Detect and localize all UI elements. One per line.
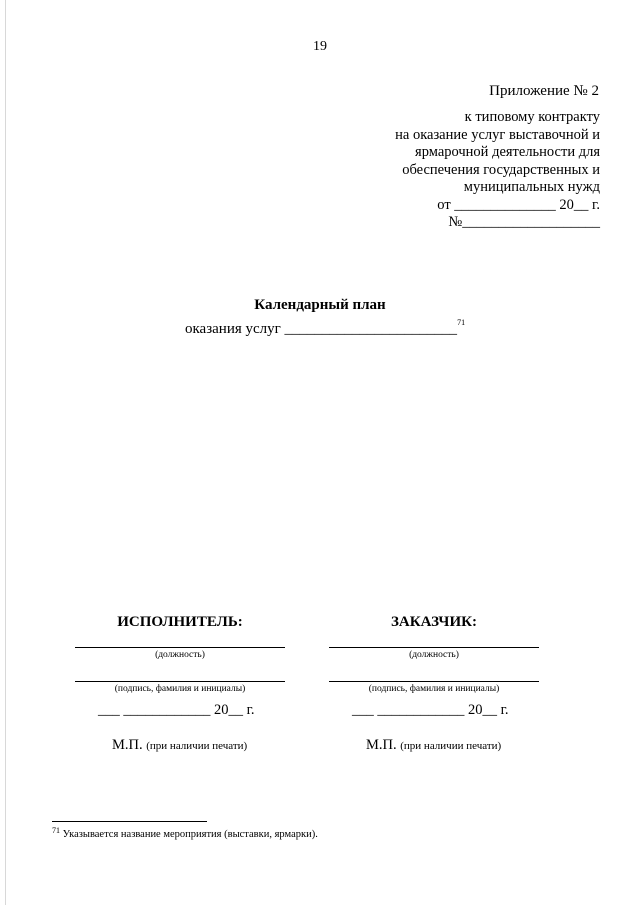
scan-edge <box>5 0 6 905</box>
executor-stamp-note: (при наличии печати) <box>146 740 248 752</box>
document-title: Календарный план <box>254 297 386 313</box>
contract-line: обеспечения государственных и <box>402 161 600 178</box>
footnote <box>52 826 318 840</box>
footnote-separator <box>52 821 207 822</box>
document-subtitle <box>185 318 466 338</box>
contract-line: ярмарочной деятельности для <box>415 144 600 160</box>
appendix-label: Приложение № 2 <box>489 83 599 99</box>
customer-position-line <box>329 647 539 648</box>
page-number: 19 <box>313 39 327 54</box>
executor-date: ___ ____________ 20__ г. <box>98 702 255 718</box>
customer-position-caption: (должность) <box>409 650 459 660</box>
customer-signature-caption: (подпись, фамилия и инициалы) <box>368 684 500 694</box>
customer-stamp <box>366 737 501 754</box>
contract-line: к типовому контракту <box>464 109 600 125</box>
footnote-text: Указывается название мероприятия (выставки, ярмарки). <box>62 829 318 840</box>
executor-stamp-label: М.П. <box>112 737 143 753</box>
contract-line: на оказание услуг выставочной и <box>395 126 600 143</box>
contract-reference <box>320 109 600 232</box>
executor-stamp <box>112 737 247 754</box>
contract-number-line: №___________________ <box>448 214 600 230</box>
customer-title: ЗАКАЗЧИК: <box>391 614 477 630</box>
customer-signature-line <box>329 681 539 682</box>
contract-date-line: от ______________ 20__ г. <box>437 196 600 213</box>
footnote-number: 71 <box>52 826 60 835</box>
contract-line: муниципальных нужд <box>463 179 600 195</box>
executor-signature-line <box>75 681 285 682</box>
executor-title: ИСПОЛНИТЕЛЬ: <box>117 614 243 630</box>
customer-stamp-note: (при наличии печати) <box>400 740 502 752</box>
footnote-reference: 71 <box>457 318 466 327</box>
executor-position-line <box>75 647 285 648</box>
customer-stamp-label: М.П. <box>366 737 397 753</box>
customer-date: ___ ____________ 20__ г. <box>352 702 509 718</box>
subtitle-text: оказания услуг _______________________ <box>185 321 458 337</box>
executor-position-caption: (должность) <box>155 650 205 660</box>
executor-signature-caption: (подпись, фамилия и инициалы) <box>114 684 246 694</box>
